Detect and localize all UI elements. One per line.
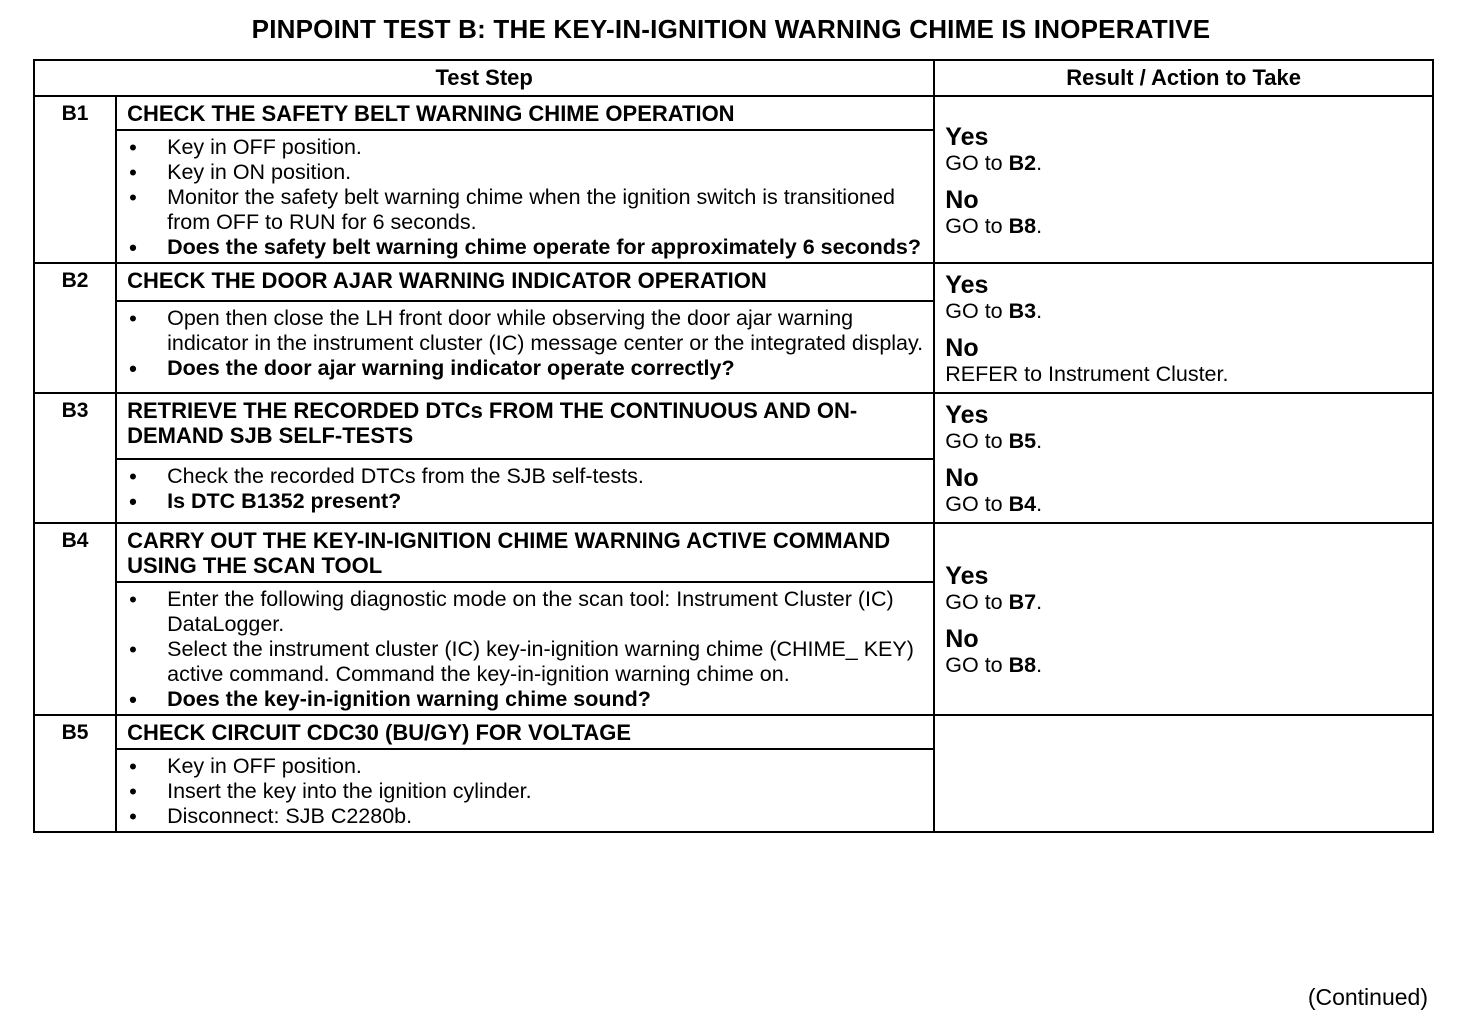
step-id: B5	[34, 715, 116, 832]
result-suffix: .	[1036, 150, 1043, 175]
instruction-text: Check the recorded DTCs from the SJB self-tests.	[167, 463, 644, 488]
step-instructions	[116, 301, 934, 393]
result-action	[945, 590, 1422, 614]
bullet-icon: •	[129, 587, 137, 612]
result-action	[945, 214, 1422, 238]
instruction-question	[127, 356, 923, 381]
instruction-list	[127, 464, 923, 514]
instruction-text: Insert the key into the ignition cylinder.	[167, 779, 532, 803]
result-action	[945, 299, 1422, 323]
instruction-item	[127, 587, 923, 637]
step-title-row	[34, 96, 1433, 130]
instruction-text: Does the key-in-ignition warning chime sound?	[167, 687, 651, 711]
result-action-text: GO to	[945, 299, 1003, 323]
instruction-list	[127, 754, 923, 829]
instruction-item	[127, 160, 923, 185]
result-label: Yes	[945, 271, 989, 299]
result-target-step: B2	[1008, 150, 1037, 175]
table-header-row	[34, 60, 1433, 96]
instruction-text: Key in OFF position.	[167, 754, 362, 778]
instruction-text: Key in ON position.	[167, 160, 352, 184]
result-action	[945, 492, 1422, 516]
result-label: Yes	[945, 122, 989, 151]
test-step-header: Test Step	[34, 60, 934, 96]
result-suffix: .	[1036, 213, 1043, 238]
bullet-icon: •	[129, 687, 137, 712]
instruction-text: Is DTC B1352 present?	[167, 488, 402, 513]
bullet-icon: •	[129, 779, 137, 804]
result-target-step: B4	[1008, 492, 1037, 516]
bullet-icon: •	[129, 804, 137, 829]
result-target-step: B7	[1008, 590, 1037, 614]
instruction-question	[127, 235, 923, 260]
step-id: B2	[34, 263, 116, 393]
step-title: CARRY OUT THE KEY-IN-IGNITION CHIME WARNING ACTIVE COMMAND USING THE SCAN TOOL	[116, 523, 934, 582]
result-action-text: GO to	[945, 213, 1003, 238]
bullet-icon: •	[129, 488, 137, 514]
bullet-icon: •	[129, 754, 137, 779]
instruction-question	[127, 489, 923, 514]
result-label: No	[945, 464, 979, 492]
result-action	[945, 653, 1422, 677]
instruction-text: Select the instrument cluster (IC) key-in-ignition warning chime (CHIME_ KEY) active command. Command the key-in-ignition warning chime on.	[167, 637, 914, 686]
result-suffix: .	[1036, 299, 1043, 323]
result-action-text: GO to	[945, 590, 1003, 614]
result-action-text: GO to	[945, 150, 1003, 175]
step-title: CHECK THE SAFETY BELT WARNING CHIME OPERATION	[116, 96, 934, 130]
result-suffix: .	[1036, 590, 1043, 614]
instruction-text: Monitor the safety belt warning chime when the ignition switch is transitioned from OFF to RUN for 6 seconds.	[167, 185, 895, 234]
step-result-cell	[934, 393, 1433, 523]
instruction-item	[127, 306, 923, 356]
instruction-text: Does the door ajar warning indicator operate correctly?	[167, 355, 735, 380]
continued-label: (Continued)	[1307, 984, 1428, 1010]
instruction-item	[127, 804, 923, 829]
bullet-icon: •	[129, 160, 137, 185]
result-action-text: REFER to Instrument Cluster.	[945, 362, 1229, 386]
instruction-item	[127, 135, 923, 160]
result-action-text: GO to	[945, 492, 1003, 516]
instruction-list	[127, 135, 923, 260]
pinpoint-test-table	[33, 59, 1434, 833]
page-title: PINPOINT TEST B: THE KEY-IN-IGNITION WARNING CHIME IS INOPERATIVE	[251, 14, 1211, 44]
instruction-text: Enter the following diagnostic mode on the scan tool: Instrument Cluster (IC) DataLogger.	[167, 587, 894, 636]
result-action	[945, 151, 1422, 175]
instruction-question	[127, 687, 923, 712]
result-spacer	[945, 175, 1422, 185]
result-label: No	[945, 334, 979, 362]
step-id: B1	[34, 96, 116, 263]
bullet-icon: •	[129, 135, 137, 160]
bullet-icon: •	[129, 355, 137, 381]
bullet-icon: •	[129, 235, 137, 260]
instruction-text: Does the safety belt warning chime operate for approximately 6 seconds?	[167, 235, 922, 259]
step-title-row	[34, 393, 1433, 459]
result-target-step: B5	[1008, 429, 1037, 453]
result-spacer	[945, 614, 1422, 624]
step-instructions	[116, 582, 934, 715]
instruction-item	[127, 464, 923, 489]
step-title-row	[34, 523, 1433, 582]
instruction-text: Key in OFF position.	[167, 135, 362, 159]
step-instructions	[116, 130, 934, 263]
result-label: Yes	[945, 562, 989, 590]
instruction-item	[127, 185, 923, 235]
result-suffix: .	[1036, 653, 1043, 677]
result-action	[945, 362, 1422, 386]
step-title: CHECK CIRCUIT CDC30 (BU/GY) FOR VOLTAGE	[116, 715, 934, 749]
step-id: B3	[34, 393, 116, 523]
instruction-text: Open then close the LH front door while observing the door ajar warning indicator in the instrument cluster (IC) message center or the integrated display.	[167, 305, 924, 355]
bullet-icon: •	[129, 305, 137, 331]
step-id: B4	[34, 523, 116, 715]
step-instructions	[116, 749, 934, 832]
result-action	[945, 429, 1422, 453]
instruction-list	[127, 306, 923, 381]
result-target-step: B8	[1008, 653, 1037, 677]
result-target-step: B8	[1008, 213, 1037, 238]
step-instructions	[116, 459, 934, 523]
step-title: CHECK THE DOOR AJAR WARNING INDICATOR OPERATION	[116, 263, 934, 301]
result-action-text: GO to	[945, 429, 1003, 453]
result-label: Yes	[945, 401, 989, 429]
result-label: No	[945, 185, 979, 214]
step-result-cell	[934, 523, 1433, 715]
step-title-row	[34, 263, 1433, 301]
result-suffix: .	[1036, 492, 1043, 516]
result-label: No	[945, 625, 979, 653]
result-target-step: B3	[1008, 299, 1037, 323]
step-title-row	[34, 715, 1433, 749]
instruction-list	[127, 587, 923, 712]
result-header: Result / Action to Take	[934, 60, 1433, 96]
bullet-icon: •	[129, 463, 137, 489]
step-result-cell	[934, 263, 1433, 393]
result-spacer	[945, 323, 1422, 333]
result-spacer	[945, 453, 1422, 463]
step-title: RETRIEVE THE RECORDED DTCs FROM THE CONTINUOUS AND ON-DEMAND SJB SELF-TESTS	[116, 393, 934, 459]
instruction-item	[127, 637, 923, 687]
result-action-text: GO to	[945, 653, 1003, 677]
instruction-item	[127, 779, 923, 804]
step-result-cell	[934, 715, 1433, 832]
steps-body	[34, 96, 1433, 832]
result-suffix: .	[1036, 429, 1043, 453]
step-result-cell	[934, 96, 1433, 263]
bullet-icon: •	[129, 185, 137, 210]
bullet-icon: •	[129, 637, 137, 662]
instruction-text: Disconnect: SJB C2280b.	[167, 804, 413, 828]
instruction-item	[127, 754, 923, 779]
